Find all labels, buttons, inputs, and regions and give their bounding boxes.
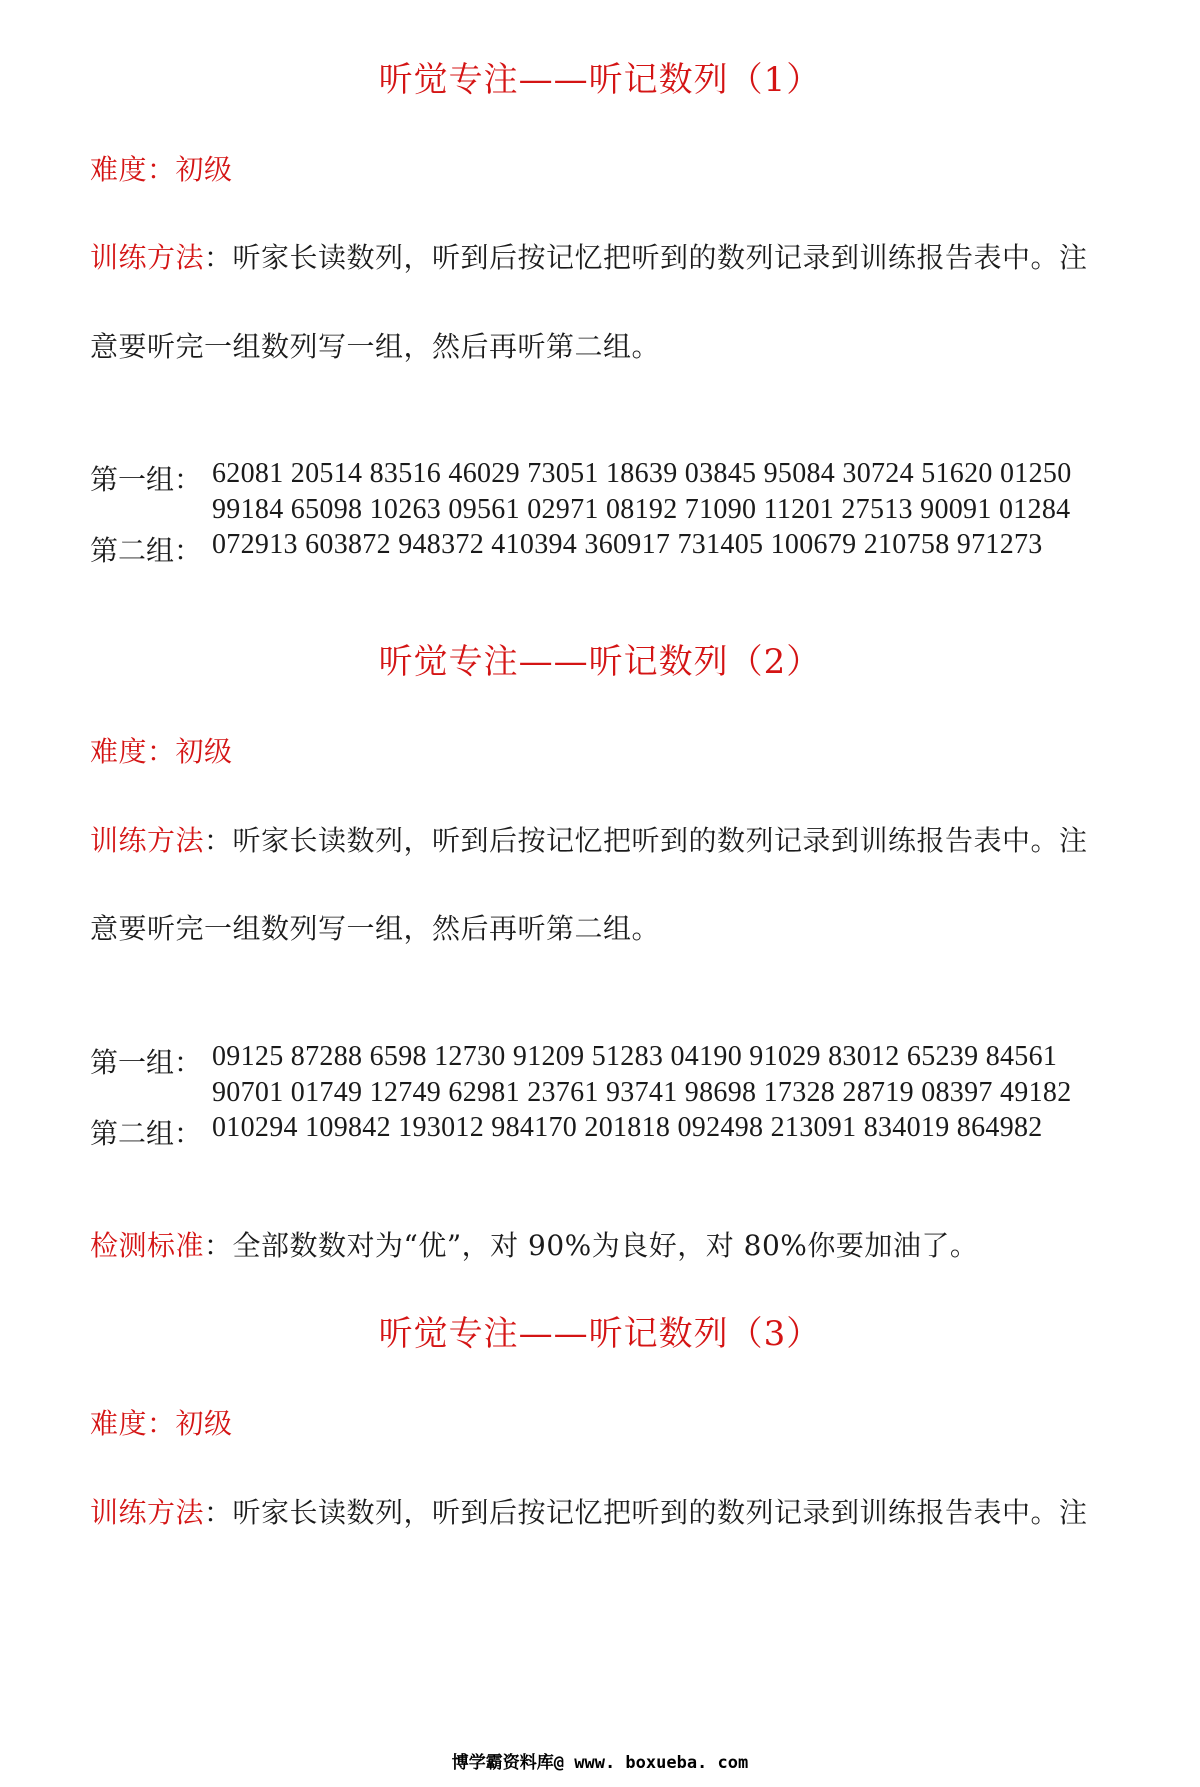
section-2-method-label: 训练方法 <box>90 824 205 857</box>
section-1-title: 听觉专注——听记数列（1） <box>378 60 822 100</box>
section-2-criteria-label: 检测标准 <box>90 1229 205 1262</box>
section-3-difficulty: 难度：初级 <box>90 1407 233 1440</box>
section-1-method-label: 训练方法 <box>90 241 205 274</box>
section-3-method-text-1: ：听家长读数列，听到后按记忆把听到的数列记录到训练报告表中。注 <box>204 1496 1088 1529</box>
section-3-method-label: 训练方法 <box>90 1496 205 1529</box>
section-1-difficulty: 难度：初级 <box>90 153 233 186</box>
section-2-method-line-2: 意要听完一组数列写一组，然后再听第二组。 <box>90 912 661 945</box>
section-2-difficulty: 难度：初级 <box>90 735 233 768</box>
footer-watermark: 博学霸资料库@ www. boxueba. com <box>451 1753 749 1773</box>
section-2-method-line-1 <box>90 819 1088 859</box>
section-1-group-2-line-1: 072913 603872 948372 410394 360917 731405 100679 210758 971273 <box>212 529 1043 560</box>
section-2-group-1-label: 第一组： <box>90 1046 203 1079</box>
section-2-criteria <box>90 1224 978 1264</box>
section-2-group-2-label: 第二组： <box>90 1117 203 1150</box>
section-1-group-1-label: 第一组： <box>90 463 203 496</box>
section-2-group-2-line-1: 010294 109842 193012 984170 201818 092498 213091 834019 864982 <box>212 1112 1043 1143</box>
section-2-group-1-line-1: 09125 87288 6598 12730 91209 51283 04190 91029 83012 65239 84561 <box>212 1041 1058 1072</box>
section-1-group-1-line-2: 99184 65098 10263 09561 02971 08192 71090 11201 27513 90091 01284 <box>212 494 1071 525</box>
section-3-title: 听觉专注——听记数列（3） <box>378 1314 822 1354</box>
section-1-group-2-label: 第二组： <box>90 534 203 567</box>
section-1-method-line-2: 意要听完一组数列写一组，然后再听第二组。 <box>90 330 661 363</box>
section-1-method-line-1 <box>90 236 1088 276</box>
section-2-group-1-line-2: 90701 01749 12749 62981 23761 93741 98698 17328 28719 08397 49182 <box>212 1077 1072 1108</box>
section-2-method-text-1: ：听家长读数列，听到后按记忆把听到的数列记录到训练报告表中。注 <box>204 824 1088 857</box>
section-1-group-1-line-1: 62081 20514 83516 46029 73051 18639 03845 95084 30724 51620 01250 <box>212 458 1072 489</box>
section-2-criteria-text: ：全部数数对为“优”，对 90%为良好，对 80%你要加油了。 <box>204 1229 979 1262</box>
section-2-title: 听觉专注——听记数列（2） <box>378 642 822 682</box>
section-3-method-line-1 <box>90 1491 1088 1531</box>
section-1-method-text-1: ：听家长读数列，听到后按记忆把听到的数列记录到训练报告表中。注 <box>204 241 1088 274</box>
